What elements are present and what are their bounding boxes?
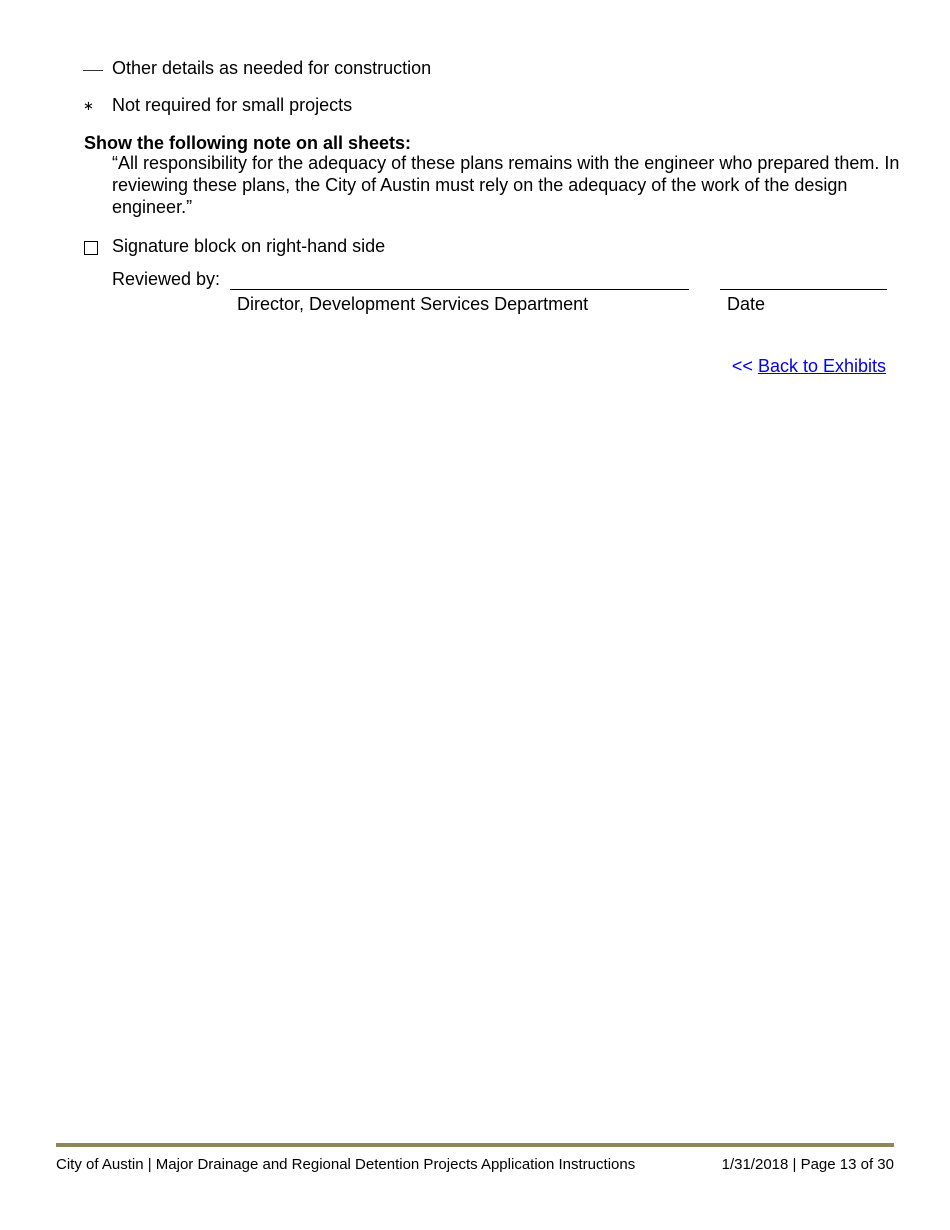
back-to-exhibits — [732, 356, 886, 377]
footer-rule — [56, 1143, 894, 1147]
footer-document-title: City of Austin | Major Drainage and Regional Detention Projects Application Instructions — [56, 1156, 636, 1173]
note-heading: Show the following note on all sheets: — [84, 133, 412, 153]
footer-page-info: 1/31/2018 | Page 13 of 30 — [721, 1156, 894, 1173]
dash-bullet-icon — [83, 70, 103, 71]
date-label: Date — [727, 294, 766, 314]
checkbox-icon[interactable] — [84, 241, 98, 255]
reviewed-by-label: Reviewed by: — [112, 269, 221, 289]
back-prefix: << — [731, 356, 753, 376]
asterisk-bullet-icon: ∗ — [83, 98, 94, 113]
item-signature-block: Signature block on right-hand side — [112, 236, 386, 256]
note-body: “All responsibility for the adequacy of these plans remains with the engineer who prepared them. In reviewing these plans, the City of Austin must rely on the adequacy of the work of the design engineer.” — [112, 153, 900, 217]
date-line — [720, 289, 887, 290]
back-to-exhibits-link[interactable]: Back to Exhibits — [757, 356, 886, 376]
director-label: Director, Development Services Department — [237, 294, 589, 314]
item-not-required: Not required for small projects — [112, 95, 353, 115]
item-other-details: Other details as needed for construction — [112, 58, 432, 78]
signature-line — [230, 289, 689, 290]
